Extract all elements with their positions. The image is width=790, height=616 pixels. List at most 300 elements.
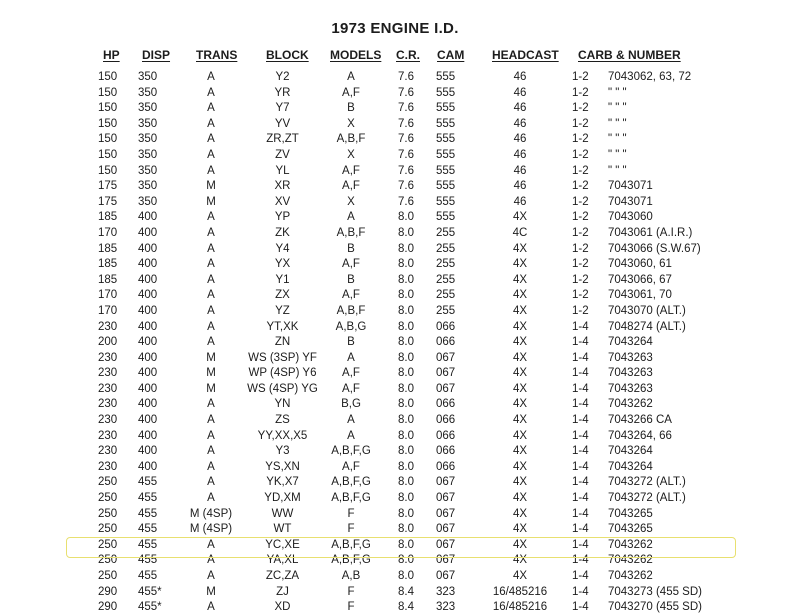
table-row bbox=[0, 70, 790, 86]
cell-cam: 067 bbox=[436, 351, 456, 364]
cell-models: A bbox=[347, 351, 355, 364]
cell-headcast: 4X bbox=[512, 523, 528, 536]
cell-hp: 250 bbox=[98, 570, 118, 582]
table-row bbox=[0, 475, 790, 491]
table-row bbox=[0, 288, 790, 304]
table-row bbox=[0, 600, 790, 616]
cell-cam: 066 bbox=[436, 429, 456, 442]
cell-hp: 175 bbox=[98, 180, 118, 193]
table-row bbox=[0, 335, 790, 351]
table-row bbox=[0, 397, 790, 413]
cell-cam: 067 bbox=[436, 570, 456, 582]
cell-disp: 455 bbox=[138, 492, 158, 505]
table-row bbox=[0, 507, 790, 523]
cell-carb: 1-4 bbox=[572, 367, 589, 380]
cell-headcast: 4X bbox=[512, 242, 528, 255]
cell-cr: 8.0 bbox=[398, 414, 414, 427]
cell-block: ZR,ZT bbox=[266, 133, 299, 146]
cell-block: Y7 bbox=[275, 102, 290, 115]
cell-carb: 1-2 bbox=[572, 164, 589, 177]
cell-hp: 230 bbox=[98, 414, 118, 427]
cell-block: Y1 bbox=[275, 273, 290, 286]
cell-models: A,B bbox=[341, 570, 361, 582]
cell-cr: 8.0 bbox=[398, 476, 414, 489]
cell-models: B,G bbox=[341, 398, 361, 411]
header-models: MODELS bbox=[330, 48, 382, 62]
cell-cam: 255 bbox=[436, 258, 456, 271]
cell-headcast: 4X bbox=[512, 507, 528, 520]
cell-models: A,F bbox=[342, 164, 360, 177]
cell-trans: A bbox=[207, 211, 215, 224]
header-carb-number: CARB & NUMBER bbox=[578, 48, 681, 62]
cell-block: WT bbox=[273, 523, 292, 536]
cell-block: ZX bbox=[275, 289, 290, 302]
cell-number: 7043264 bbox=[608, 445, 653, 458]
engine-table bbox=[0, 70, 790, 616]
cell-headcast: 46 bbox=[513, 180, 527, 193]
cell-hp: 175 bbox=[98, 195, 118, 208]
cell-cr: 7.6 bbox=[398, 102, 414, 115]
cell-trans: A bbox=[207, 258, 215, 271]
cell-block: WP (4SP) Y6 bbox=[248, 367, 317, 380]
table-row bbox=[0, 257, 790, 273]
cell-cr: 7.6 bbox=[398, 117, 414, 130]
cell-carb: 1-4 bbox=[572, 429, 589, 442]
header-block: BLOCK bbox=[266, 48, 309, 62]
cell-cam: 067 bbox=[436, 492, 456, 505]
cell-trans: M bbox=[206, 382, 216, 395]
cell-models: A bbox=[347, 71, 355, 83]
page-title: 1973 ENGINE I.D. bbox=[331, 20, 459, 37]
cell-number: 7043071 bbox=[608, 195, 653, 208]
cell-cr: 8.0 bbox=[398, 304, 414, 317]
cell-number: 7043264, 66 bbox=[608, 429, 672, 442]
cell-disp: 350 bbox=[138, 117, 158, 130]
cell-carb: 1-2 bbox=[572, 304, 589, 317]
cell-trans: A bbox=[207, 117, 215, 130]
cell-headcast: 4X bbox=[512, 304, 528, 317]
cell-trans: M bbox=[206, 351, 216, 364]
cell-number: " " " bbox=[608, 117, 627, 130]
cell-number: 7043262 bbox=[608, 398, 653, 411]
cell-carb: 1-4 bbox=[572, 382, 589, 395]
cell-carb: 1-2 bbox=[572, 180, 589, 193]
cell-carb: 1-2 bbox=[572, 289, 589, 302]
cell-models: F bbox=[347, 585, 355, 598]
cell-cam: 066 bbox=[436, 460, 456, 473]
cell-block: YC,XE bbox=[265, 538, 300, 551]
cell-block: WS (4SP) YG bbox=[247, 382, 318, 395]
cell-cam: 066 bbox=[436, 414, 456, 427]
cell-hp: 250 bbox=[98, 476, 118, 489]
header-hp: HP bbox=[103, 48, 120, 62]
cell-trans: A bbox=[207, 538, 215, 551]
cell-models: A,F bbox=[342, 289, 360, 302]
cell-disp: 400 bbox=[138, 398, 158, 411]
cell-carb: 1-4 bbox=[572, 476, 589, 489]
table-row bbox=[0, 273, 790, 289]
cell-headcast: 4X bbox=[512, 414, 528, 427]
cell-trans: A bbox=[207, 476, 215, 489]
cell-trans: A bbox=[207, 71, 215, 83]
cell-number: 7043266 CA bbox=[608, 414, 672, 427]
cell-headcast: 46 bbox=[513, 195, 527, 208]
cell-cam: 255 bbox=[436, 242, 456, 255]
cell-headcast: 4X bbox=[512, 211, 528, 224]
cell-models: A,F bbox=[342, 86, 360, 99]
cell-cr: 8.4 bbox=[398, 585, 414, 598]
cell-number: 7043066 (S.W.67) bbox=[608, 242, 701, 255]
cell-hp: 170 bbox=[98, 304, 118, 317]
cell-block: ZJ bbox=[276, 585, 289, 598]
cell-trans: M (4SP) bbox=[189, 523, 233, 536]
cell-hp: 230 bbox=[98, 429, 118, 442]
cell-number: 7043262 bbox=[608, 554, 653, 567]
cell-headcast: 46 bbox=[513, 71, 527, 83]
cell-cr: 8.4 bbox=[398, 601, 414, 614]
cell-trans: A bbox=[207, 148, 215, 161]
table-row bbox=[0, 132, 790, 148]
cell-block: Y3 bbox=[275, 445, 290, 458]
cell-cr: 7.6 bbox=[398, 180, 414, 193]
cell-trans: A bbox=[207, 289, 215, 302]
cell-trans: A bbox=[207, 164, 215, 177]
cell-cr: 8.0 bbox=[398, 258, 414, 271]
cell-hp: 250 bbox=[98, 492, 118, 505]
cell-trans: A bbox=[207, 492, 215, 505]
cell-trans: M bbox=[206, 195, 216, 208]
cell-disp: 350 bbox=[138, 86, 158, 99]
cell-trans: A bbox=[207, 304, 215, 317]
cell-number: 7043263 bbox=[608, 367, 653, 380]
cell-headcast: 4X bbox=[512, 273, 528, 286]
table-row bbox=[0, 444, 790, 460]
cell-headcast: 4X bbox=[512, 320, 528, 333]
cell-hp: 250 bbox=[98, 538, 118, 551]
cell-trans: A bbox=[207, 273, 215, 286]
header-cam: CAM bbox=[437, 48, 465, 62]
cell-models: B bbox=[347, 336, 355, 349]
cell-number: 7043060, 61 bbox=[608, 258, 672, 271]
cell-models: X bbox=[347, 117, 355, 130]
cell-hp: 230 bbox=[98, 398, 118, 411]
cell-disp: 400 bbox=[138, 211, 158, 224]
cell-trans: A bbox=[207, 554, 215, 567]
cell-cam: 555 bbox=[436, 133, 456, 146]
cell-headcast: 4X bbox=[512, 398, 528, 411]
cell-cam: 255 bbox=[436, 273, 456, 286]
cell-headcast: 46 bbox=[513, 86, 527, 99]
header-cr: C.R. bbox=[396, 48, 420, 62]
cell-hp: 230 bbox=[98, 445, 118, 458]
cell-hp: 185 bbox=[98, 273, 118, 286]
cell-number: 7043062, 63, 72 bbox=[608, 71, 692, 83]
cell-hp: 170 bbox=[98, 289, 118, 302]
table-row bbox=[0, 429, 790, 445]
table-row bbox=[0, 86, 790, 102]
cell-headcast: 4X bbox=[512, 460, 528, 473]
cell-hp: 150 bbox=[98, 164, 118, 177]
cell-cr: 8.0 bbox=[398, 289, 414, 302]
cell-disp: 455* bbox=[138, 601, 162, 614]
cell-carb: 1-4 bbox=[572, 398, 589, 411]
cell-models: A,B,F,G bbox=[331, 445, 371, 458]
cell-models: B bbox=[347, 242, 355, 255]
cell-cam: 555 bbox=[436, 180, 456, 193]
cell-models: A,F bbox=[342, 180, 360, 193]
cell-headcast: 4X bbox=[512, 538, 528, 551]
cell-carb: 1-2 bbox=[572, 211, 589, 224]
cell-models: A,F bbox=[342, 258, 360, 271]
highlighted-row-outline bbox=[66, 537, 736, 558]
cell-cam: 555 bbox=[436, 148, 456, 161]
cell-hp: 185 bbox=[98, 211, 118, 224]
cell-cam: 323 bbox=[436, 585, 456, 598]
table-row bbox=[0, 460, 790, 476]
cell-disp: 400 bbox=[138, 304, 158, 317]
cell-number: " " " bbox=[608, 86, 627, 99]
cell-cam: 067 bbox=[436, 367, 456, 380]
cell-disp: 400 bbox=[138, 289, 158, 302]
table-row bbox=[0, 304, 790, 320]
cell-carb: 1-2 bbox=[572, 102, 589, 115]
cell-cam: 555 bbox=[436, 86, 456, 99]
cell-cam: 255 bbox=[436, 289, 456, 302]
cell-models: A,B,F,G bbox=[331, 554, 371, 567]
cell-block: XR bbox=[274, 180, 291, 193]
cell-hp: 250 bbox=[98, 554, 118, 567]
table-row bbox=[0, 148, 790, 164]
cell-trans: A bbox=[207, 86, 215, 99]
cell-number: 7043061, 70 bbox=[608, 289, 672, 302]
cell-disp: 400 bbox=[138, 367, 158, 380]
cell-number: 7043272 (ALT.) bbox=[608, 492, 686, 505]
header-headcast: HEADCAST bbox=[492, 48, 559, 62]
cell-disp: 400 bbox=[138, 429, 158, 442]
cell-headcast: 4C bbox=[512, 226, 528, 239]
cell-carb: 1-2 bbox=[572, 195, 589, 208]
table-row bbox=[0, 117, 790, 133]
cell-block: YY,XX,X5 bbox=[257, 429, 308, 442]
cell-headcast: 16/485216 bbox=[492, 585, 548, 598]
cell-carb: 1-4 bbox=[572, 554, 589, 567]
table-header bbox=[0, 48, 790, 64]
cell-number: 7043061 (A.I.R.) bbox=[608, 226, 693, 239]
cell-headcast: 4X bbox=[512, 382, 528, 395]
cell-block: Y2 bbox=[275, 71, 290, 83]
cell-carb: 1-2 bbox=[572, 226, 589, 239]
cell-cr: 8.0 bbox=[398, 460, 414, 473]
cell-block: YN bbox=[274, 398, 291, 411]
cell-block: Y4 bbox=[275, 242, 290, 255]
table-row bbox=[0, 179, 790, 195]
cell-models: F bbox=[347, 507, 355, 520]
cell-block: YT,XK bbox=[266, 320, 299, 333]
cell-disp: 455 bbox=[138, 570, 158, 582]
cell-trans: A bbox=[207, 226, 215, 239]
cell-cr: 7.6 bbox=[398, 86, 414, 99]
table-row bbox=[0, 210, 790, 226]
cell-headcast: 4X bbox=[512, 429, 528, 442]
cell-headcast: 46 bbox=[513, 148, 527, 161]
cell-cam: 067 bbox=[436, 476, 456, 489]
cell-block: YV bbox=[274, 117, 291, 130]
cell-cr: 8.0 bbox=[398, 538, 414, 551]
cell-cr: 7.6 bbox=[398, 148, 414, 161]
cell-cr: 8.0 bbox=[398, 492, 414, 505]
cell-carb: 1-4 bbox=[572, 523, 589, 536]
cell-cr: 7.6 bbox=[398, 164, 414, 177]
cell-hp: 150 bbox=[98, 102, 118, 115]
cell-block: YD,XM bbox=[264, 492, 301, 505]
cell-number: 7043264 bbox=[608, 336, 653, 349]
cell-block: YA,XL bbox=[266, 554, 299, 567]
cell-carb: 1-4 bbox=[572, 601, 589, 614]
cell-models: A,F bbox=[342, 367, 360, 380]
cell-number: 7043273 (455 SD) bbox=[608, 585, 702, 598]
cell-disp: 400 bbox=[138, 273, 158, 286]
cell-trans: A bbox=[207, 336, 215, 349]
cell-models: F bbox=[347, 601, 355, 614]
cell-cam: 066 bbox=[436, 320, 456, 333]
cell-number: 7043265 bbox=[608, 523, 653, 536]
cell-carb: 1-2 bbox=[572, 71, 589, 83]
cell-trans: M bbox=[206, 367, 216, 380]
cell-cr: 8.0 bbox=[398, 429, 414, 442]
cell-hp: 230 bbox=[98, 351, 118, 364]
cell-trans: A bbox=[207, 601, 215, 614]
cell-headcast: 4X bbox=[512, 351, 528, 364]
cell-number: 7043265 bbox=[608, 507, 653, 520]
cell-headcast: 4X bbox=[512, 367, 528, 380]
cell-carb: 1-4 bbox=[572, 351, 589, 364]
cell-disp: 455 bbox=[138, 523, 158, 536]
cell-number: 7043264 bbox=[608, 460, 653, 473]
cell-headcast: 16/485216 bbox=[492, 601, 548, 614]
cell-disp: 455 bbox=[138, 476, 158, 489]
cell-headcast: 4X bbox=[512, 570, 528, 582]
cell-models: X bbox=[347, 148, 355, 161]
cell-disp: 350 bbox=[138, 195, 158, 208]
table-row bbox=[0, 242, 790, 258]
cell-disp: 350 bbox=[138, 164, 158, 177]
cell-headcast: 4X bbox=[512, 336, 528, 349]
cell-cr: 8.0 bbox=[398, 367, 414, 380]
cell-block: WW bbox=[271, 507, 294, 520]
cell-headcast: 46 bbox=[513, 133, 527, 146]
cell-carb: 1-4 bbox=[572, 336, 589, 349]
cell-disp: 455 bbox=[138, 538, 158, 551]
cell-cam: 067 bbox=[436, 538, 456, 551]
cell-headcast: 4X bbox=[512, 492, 528, 505]
cell-cr: 7.6 bbox=[398, 195, 414, 208]
cell-models: B bbox=[347, 102, 355, 115]
cell-disp: 350 bbox=[138, 71, 158, 83]
cell-disp: 400 bbox=[138, 320, 158, 333]
cell-cr: 8.0 bbox=[398, 351, 414, 364]
cell-cr: 8.0 bbox=[398, 320, 414, 333]
cell-number: 7043070 (ALT.) bbox=[608, 304, 686, 317]
cell-headcast: 4X bbox=[512, 289, 528, 302]
cell-carb: 1-4 bbox=[572, 585, 589, 598]
cell-block: YR bbox=[274, 86, 291, 99]
cell-cr: 7.6 bbox=[398, 71, 414, 83]
cell-cam: 255 bbox=[436, 226, 456, 239]
cell-models: A,B,F,G bbox=[331, 476, 371, 489]
cell-hp: 150 bbox=[98, 117, 118, 130]
cell-hp: 150 bbox=[98, 133, 118, 146]
cell-hp: 170 bbox=[98, 226, 118, 239]
cell-cam: 323 bbox=[436, 601, 456, 614]
cell-hp: 185 bbox=[98, 242, 118, 255]
cell-hp: 230 bbox=[98, 367, 118, 380]
cell-cr: 7.6 bbox=[398, 133, 414, 146]
cell-trans: A bbox=[207, 102, 215, 115]
cell-cr: 8.0 bbox=[398, 242, 414, 255]
table-row bbox=[0, 382, 790, 398]
cell-number: " " " bbox=[608, 148, 627, 161]
cell-hp: 230 bbox=[98, 382, 118, 395]
cell-carb: 1-2 bbox=[572, 148, 589, 161]
cell-cr: 8.0 bbox=[398, 211, 414, 224]
cell-block: ZC,ZA bbox=[265, 570, 300, 582]
cell-carb: 1-2 bbox=[572, 258, 589, 271]
cell-trans: A bbox=[207, 429, 215, 442]
cell-headcast: 4X bbox=[512, 554, 528, 567]
cell-carb: 1-2 bbox=[572, 117, 589, 130]
cell-trans: A bbox=[207, 398, 215, 411]
cell-number: 7043263 bbox=[608, 382, 653, 395]
cell-block: XV bbox=[274, 195, 291, 208]
cell-carb: 1-4 bbox=[572, 570, 589, 582]
cell-number: 7043270 (455 SD) bbox=[608, 601, 702, 614]
cell-block: ZS bbox=[275, 414, 290, 427]
cell-cr: 8.0 bbox=[398, 445, 414, 458]
cell-cr: 8.0 bbox=[398, 336, 414, 349]
cell-trans: M bbox=[206, 585, 216, 598]
cell-hp: 290 bbox=[98, 585, 118, 598]
cell-models: B bbox=[347, 273, 355, 286]
cell-cr: 8.0 bbox=[398, 570, 414, 582]
cell-cam: 066 bbox=[436, 336, 456, 349]
cell-disp: 350 bbox=[138, 148, 158, 161]
cell-headcast: 46 bbox=[513, 117, 527, 130]
cell-disp: 455* bbox=[138, 585, 162, 598]
cell-carb: 1-2 bbox=[572, 242, 589, 255]
cell-hp: 290 bbox=[98, 601, 118, 614]
cell-number: " " " bbox=[608, 133, 627, 146]
cell-headcast: 4X bbox=[512, 476, 528, 489]
cell-cr: 8.0 bbox=[398, 226, 414, 239]
cell-headcast: 4X bbox=[512, 258, 528, 271]
cell-block: ZN bbox=[274, 336, 291, 349]
cell-models: A,F bbox=[342, 460, 360, 473]
cell-models: A,B,F bbox=[336, 304, 366, 317]
cell-models: A,B,F bbox=[336, 226, 366, 239]
cell-cr: 8.0 bbox=[398, 382, 414, 395]
cell-models: F bbox=[347, 523, 355, 536]
cell-models: A bbox=[347, 211, 355, 224]
cell-cam: 555 bbox=[436, 211, 456, 224]
cell-carb: 1-2 bbox=[572, 133, 589, 146]
cell-trans: A bbox=[207, 242, 215, 255]
cell-cam: 067 bbox=[436, 523, 456, 536]
cell-carb: 1-2 bbox=[572, 273, 589, 286]
cell-block: WS (3SP) YF bbox=[248, 351, 317, 364]
table-row bbox=[0, 491, 790, 507]
cell-disp: 400 bbox=[138, 242, 158, 255]
cell-models: X bbox=[347, 195, 355, 208]
